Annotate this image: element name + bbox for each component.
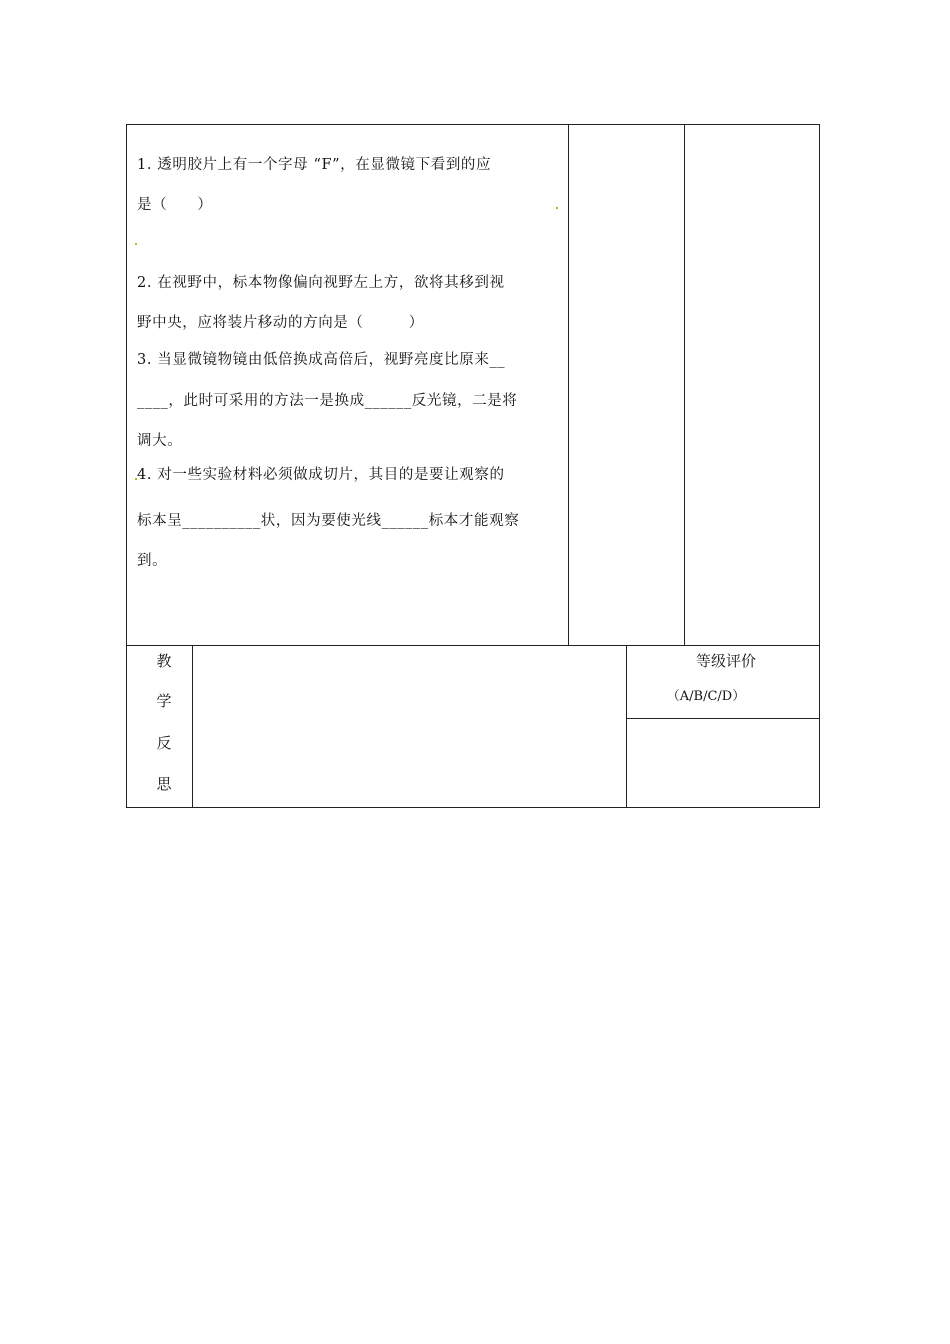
question-1-line-1: 1. 透明胶片上有一个字母 “F”，在显微镜下看到的应 [137, 157, 492, 173]
question-4-line-2: 标本呈__________状，因为要使光线______标本才能观察 [137, 513, 520, 529]
reflection-char-2: 学 [156, 692, 172, 710]
grade-title: 等级评价 [695, 652, 756, 670]
reflection-char-4: 思 [156, 775, 172, 793]
question-4-line-1: 4. 对一些实验材料必须做成切片，其目的是要让观察的 [137, 467, 505, 483]
column-divider-2 [684, 124, 685, 646]
scan-dot [135, 478, 137, 480]
grade-options: （A/B/C/D） [666, 689, 746, 704]
reflection-char-1: 教 [156, 652, 172, 670]
grade-divider [626, 718, 820, 719]
question-4-line-3: 到。 [137, 553, 168, 569]
reflection-divider-2 [626, 645, 627, 808]
question-1-line-2: 是（ ） [137, 197, 213, 213]
question-3-line-2: ____，此时可采用的方法一是换成______反光镜，二是将 [137, 393, 518, 409]
reflection-divider-1 [192, 645, 193, 808]
scan-dot [135, 243, 137, 245]
question-3-line-3: 调大。 [137, 433, 183, 449]
question-2-line-2: 野中央，应将装片移动的方向是（ ） [137, 315, 424, 331]
question-3-line-1: 3. 当显微镜物镜由低倍换成高倍后，视野亮度比原来__ [137, 352, 506, 368]
question-2-line-1: 2. 在视野中，标本物像偏向视野左上方，欲将其移到视 [137, 275, 505, 291]
column-divider-1 [568, 124, 569, 646]
reflection-char-3: 反 [156, 734, 172, 752]
scan-dot [556, 207, 558, 209]
